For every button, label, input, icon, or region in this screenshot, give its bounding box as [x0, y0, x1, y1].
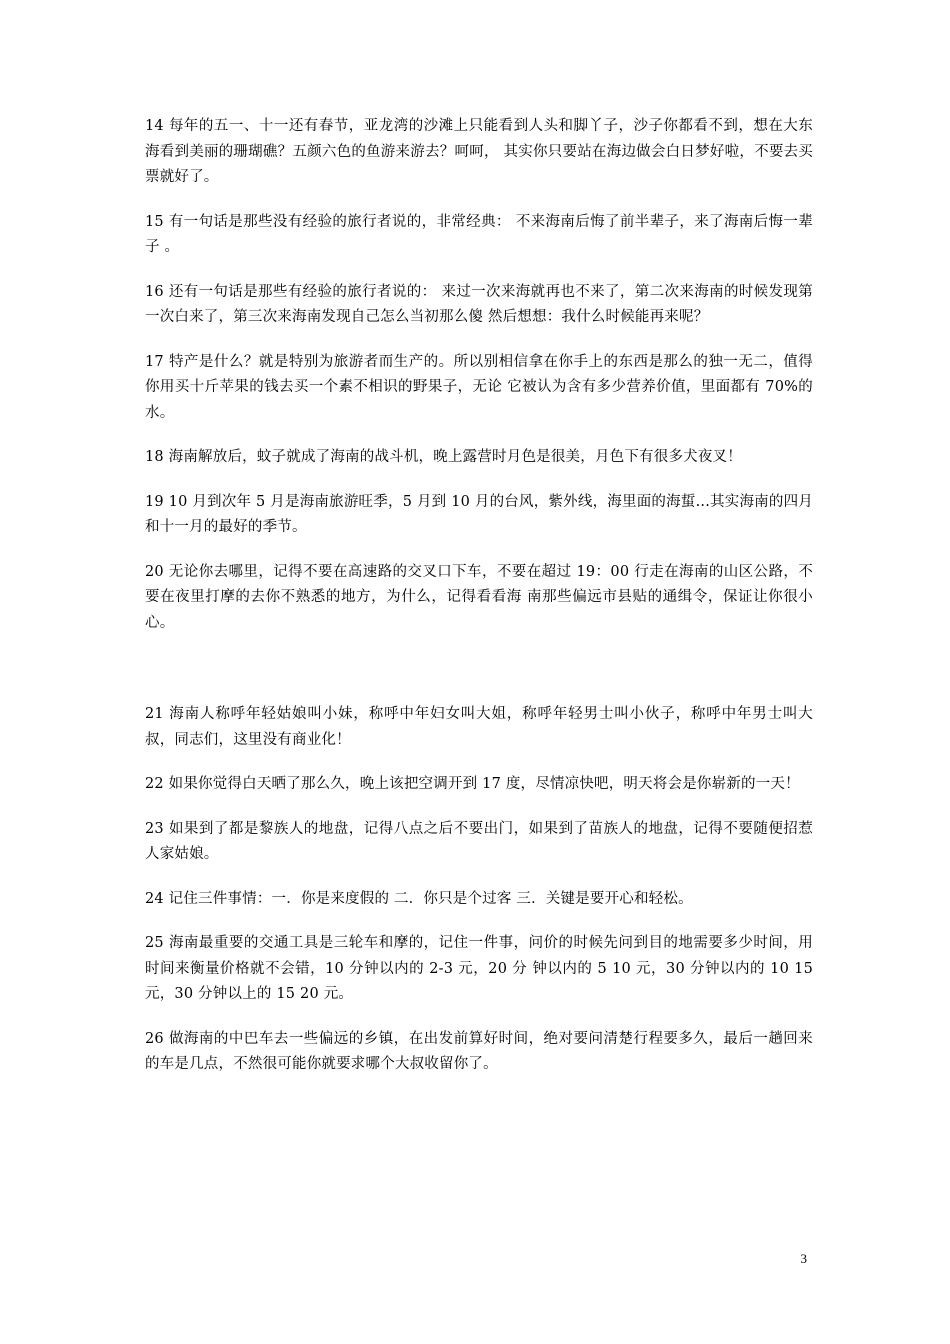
paragraph-20: 20 无论你去哪里，记得不要在高速路的交叉口下车，不要在超过 19：00 行走在海南的山区公路，不要在夜里打摩的去你不熟悉的地方，为什么，记得看看海 南那些偏远市县贴的通缉令，保证让你很小心。: [145, 563, 813, 631]
paragraph-24: 24 记住三件事情：一．你是来度假的 二．你只是个过客 三．关键是要开心和轻松。: [145, 890, 693, 907]
paragraph-17: 17 特产是什么？就是特别为旅游者而生产的。所以别相信拿在你手上的东西是那么的独一无二，值得你用买十斤苹果的钱去买一个素不相识的野果子，无论 它被认为含有多少营养价值，里面都有 70%的水。: [145, 353, 813, 421]
paragraph-25: 25 海南最重要的交通工具是三轮车和摩的，记住一件事，问价的时候先问到目的地需要多少时间，用时间来衡量价格就不会错，10 分钟以内的 2-3 元，20 分 钟以内的 5 10 元，30 分钟以内的 10 15 元，30 分钟以上的 15 20 元。: [145, 935, 813, 1002]
page-number: 3: [800, 1251, 807, 1266]
paragraph-26: 26 做海南的中巴车去一些偏远的乡镇，在出发前算好时间，绝对要问清楚行程要多久，最后一趟回来的车是几点，不然很可能你就要求哪个大叔收留你了。: [145, 1030, 813, 1072]
paragraph-19: 19 10 月到次年 5 月是海南旅游旺季，5 月到 10 月的台风，紫外线，海里面的海蜇...其实海南的四月和十一月的最好的季节。: [145, 493, 813, 535]
paragraph-15: 15 有一句话是那些没有经验的旅行者说的，非常经典： 不来海南后悔了前半辈子，来了海南后悔一辈子 。: [145, 213, 813, 255]
paragraph-23: 23 如果到了都是黎族人的地盘，记得八点之后不要出门，如果到了苗族人的地盘，记得不要随便招惹人家姑娘。: [145, 820, 813, 862]
paragraph-18: 18 海南解放后，蚊子就成了海南的战斗机，晚上露营时月色是很美，月色下有很多犬夜叉！: [145, 449, 742, 465]
paragraph-14: 14 每年的五一、十一还有春节，亚龙湾的沙滩上只能看到人头和脚丫子，沙子你都看不到，想在大东海看到美丽的珊瑚礁？五颜六色的鱼游来游去？呵呵， 其实你只要站在海边做会白日梦好啦，不要去买票就好了。: [145, 118, 813, 185]
paragraph-21: 21 海南人称呼年轻姑娘叫小妹，称呼中年妇女叫大姐，称呼年轻男士叫小伙子，称呼中年男士叫大叔，同志们，这里没有商业化！: [145, 706, 813, 748]
paragraph-22: 22 如果你觉得白天晒了那么久，晚上该把空调开到 17 度，尽情凉快吧，明天将会是你崭新的一天！: [145, 776, 800, 792]
document-body: [145, 114, 813, 1097]
paragraph-16: 16 还有一句话是那些有经验的旅行者说的： 来过一次来海就再也不来了，第二次来海南的时候发现第一次白来了，第三次来海南发现自己怎么当初那么傻 然后想想：我什么时候能再来呢？: [145, 283, 813, 325]
